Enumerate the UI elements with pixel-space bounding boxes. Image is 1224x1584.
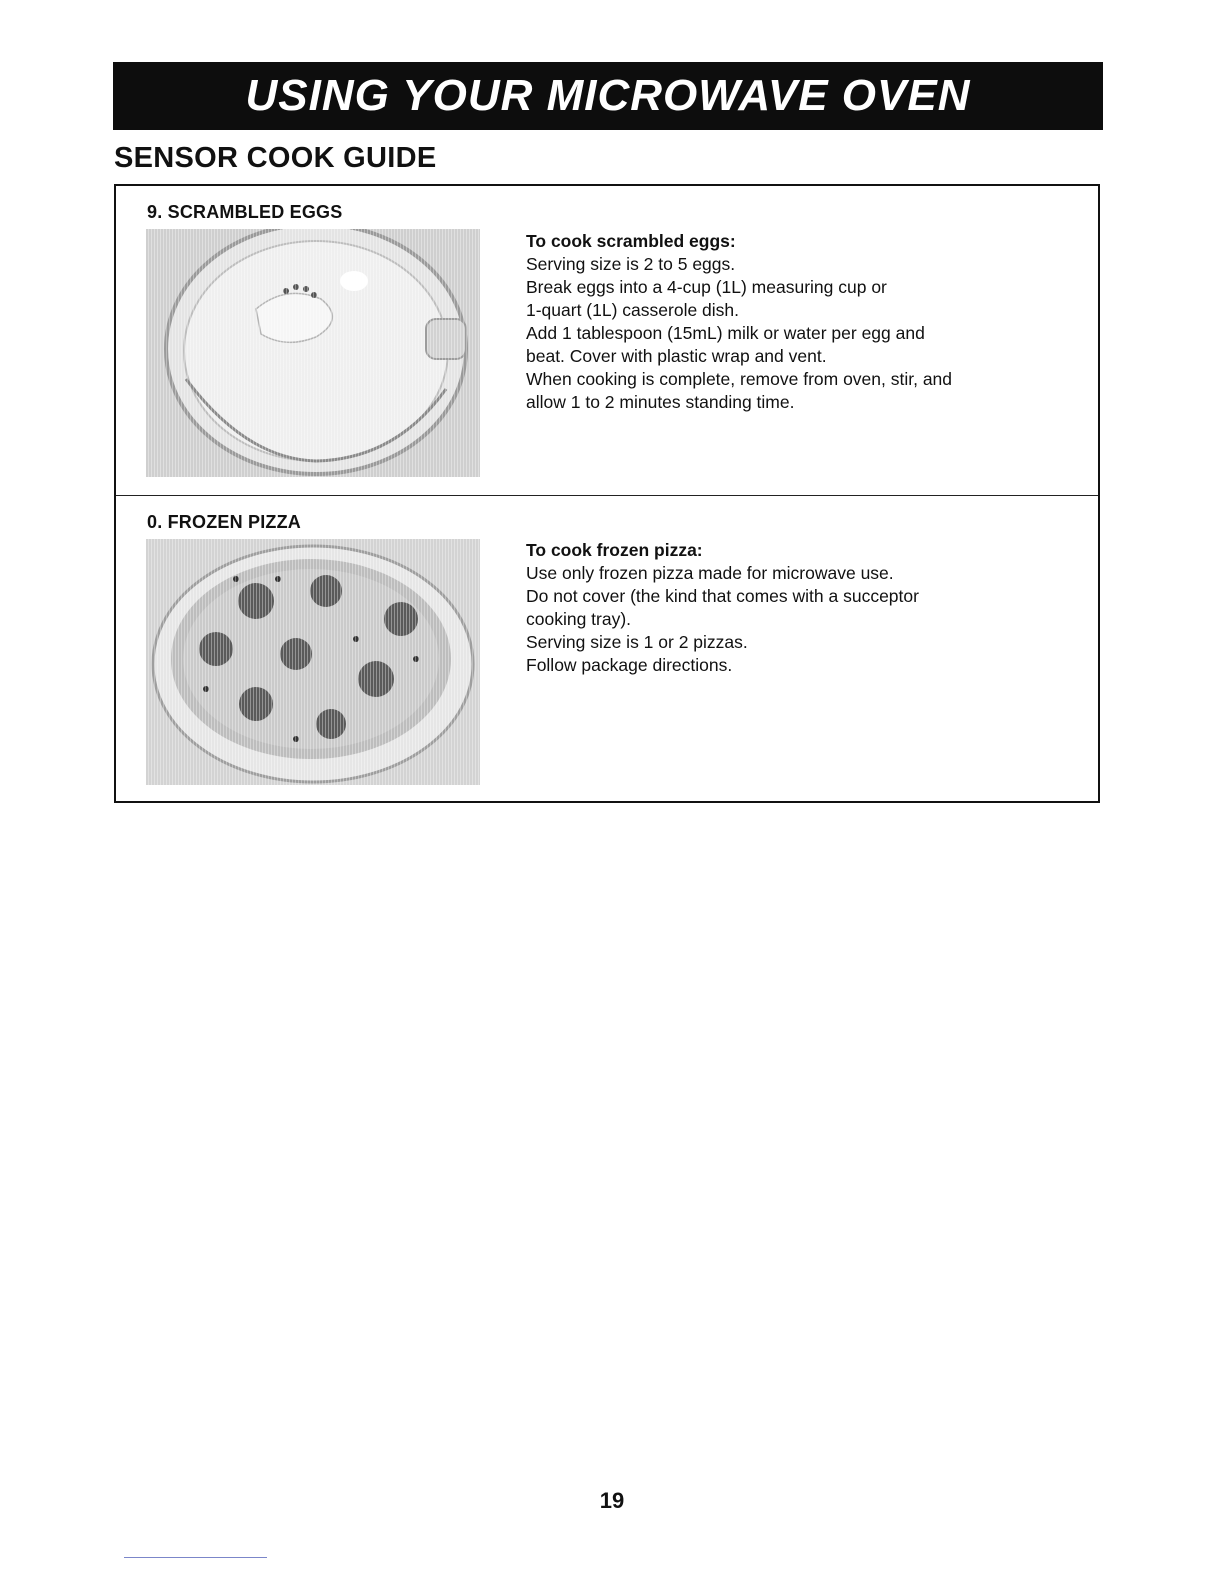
instruction-line: Do not cover (the kind that comes with a succeptor bbox=[526, 586, 919, 606]
sensor-cook-guide-box bbox=[114, 184, 1100, 803]
instruction-line: Use only frozen pizza made for microwave use. bbox=[526, 563, 894, 583]
instruction-line: allow 1 to 2 minutes standing time. bbox=[526, 392, 795, 412]
instruction-line: Add 1 tablespoon (15mL) milk or water per egg and bbox=[526, 323, 925, 343]
frozen-pizza-instructions bbox=[526, 539, 1086, 677]
frozen-pizza-photo bbox=[146, 539, 480, 785]
instruction-line: Serving size is 1 or 2 pizzas. bbox=[526, 632, 748, 652]
scrambled-eggs-illustration bbox=[146, 229, 480, 477]
footer-rule bbox=[124, 1557, 267, 1558]
instruction-line: cooking tray). bbox=[526, 609, 632, 629]
section-title: SENSOR COOK GUIDE bbox=[114, 142, 437, 174]
instruction-line: 1-quart (1L) casserole dish. bbox=[526, 300, 740, 320]
scrambled-eggs-photo bbox=[146, 229, 480, 477]
instruction-line: beat. Cover with plastic wrap and vent. bbox=[526, 346, 827, 366]
frozen-pizza-lead: To cook frozen pizza: bbox=[526, 540, 703, 560]
page-banner: USING YOUR MICROWAVE OVEN bbox=[113, 62, 1103, 130]
scrambled-eggs-instructions bbox=[526, 230, 1086, 414]
page-number: 19 bbox=[599, 1488, 625, 1513]
item-divider bbox=[116, 495, 1098, 496]
instruction-line: Break eggs into a 4-cup (1L) measuring cup or bbox=[526, 277, 887, 297]
instruction-line: Serving size is 2 to 5 eggs. bbox=[526, 254, 736, 274]
instruction-line: When cooking is complete, remove from oven, stir, and bbox=[526, 369, 953, 389]
instruction-line: Follow package directions. bbox=[526, 655, 733, 675]
frozen-pizza-illustration bbox=[146, 539, 480, 785]
item-heading-frozen-pizza: 0. FROZEN PIZZA bbox=[147, 512, 302, 532]
item-heading-scrambled-eggs: 9. SCRAMBLED EGGS bbox=[147, 202, 343, 222]
scrambled-eggs-lead: To cook scrambled eggs: bbox=[526, 231, 736, 251]
